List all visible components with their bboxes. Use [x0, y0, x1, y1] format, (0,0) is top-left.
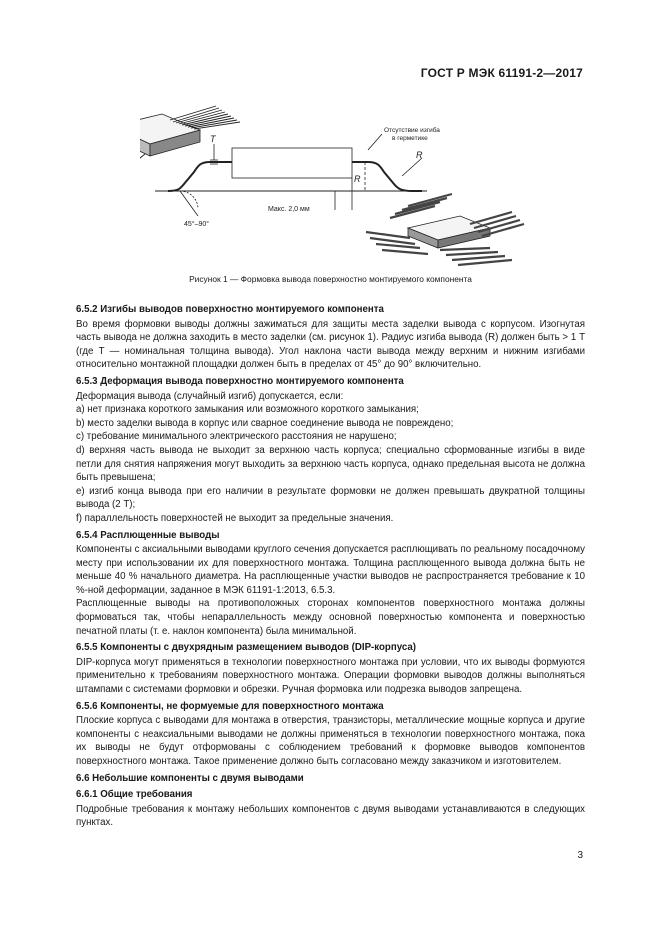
paragraph-6-6-1: Подробные требования к монтажу небольших компонентов с двумя выводами устанавливаются в следующих пунктах.	[76, 803, 585, 829]
figure-caption: Рисунок 1 — Формовка вывода поверхностно монтируемого компонента	[189, 274, 472, 284]
page-number: 3	[577, 850, 583, 861]
body-text	[76, 300, 585, 830]
figure-label-R-top: R	[416, 150, 423, 160]
paragraph-6-5-4-a: Компоненты с аксиальными выводами круглого сечения допускается расплющивать по реальному посадочному месту при использовании их для поверхностного монтажа. Толщина расплющенного вывода должна быть не меньше 40 % начального диаметра. На расплющенные участки выводов не распространяется требование к 10 %-ной деформации, заданное в МЭК 61191-1:2013, 6.5.3.	[76, 544, 585, 596]
list-item-a: a) нет признака короткого замыкания или возможного короткого замыкания;	[76, 404, 419, 416]
figure-label-no-bend-2: в герметике	[392, 135, 428, 142]
figure-label-angle: 45°–90°	[184, 221, 210, 228]
figure-label-T: T	[210, 134, 216, 144]
lead-forming-side-view	[155, 134, 427, 216]
heading-6-5-6: 6.5.6 Компоненты, не формуемые для поверхностного монтажа	[76, 700, 384, 712]
figure-label-max: Макс. 2,0 мм	[268, 206, 310, 213]
figure-label-R-mid: R	[354, 174, 361, 184]
heading-6-5-4: 6.5.4 Расплющенные выводы	[76, 529, 220, 541]
heading-6-5-3: 6.5.3 Деформация вывода поверхностно монтируемого компонента	[76, 375, 404, 387]
flatpack-component-icon	[140, 106, 240, 170]
paragraph-6-5-4-b: Расплющенные выводы на противоположных сторонах компонентов поверхностного монтажа должны формоваться так, чтобы непараллельность между основной поверхностью компонента и поверхностью печатной платы (т. е. наклон компонента) была минимальной.	[76, 598, 585, 637]
list-item-b: b) место заделки вывода в корпус или сварное соединение вывода не повреждено;	[76, 417, 454, 429]
list-item-d: d) верхняя часть вывода не выходит за верхнюю часть корпуса; специально сформованные изгибы в виде петли для снятия напряжения могут выходить за верхнюю часть корпуса, однако предельная высота не должна быть превышена;	[76, 444, 585, 484]
figure-lead-forming	[140, 98, 590, 276]
list-item-f: f) параллельность поверхностей не выходит за предельные значения.	[76, 512, 394, 524]
list-item-c: c) требование минимального электрического расстояния не нарушено;	[76, 431, 397, 443]
heading-6-5-2: 6.5.2 Изгибы выводов поверхностно монтируемого компонента	[76, 304, 384, 315]
paragraph-6-5-5: DIP-корпуса могут применяться в технологии поверхностного монтажа при условии, что их выводы формуются применительно к требованиям поверхностного монтажа. Операции формовки выводов должны выполняться штампами с системами формовки и обрезки. Ручная формовка или подрезка выводов запрещена.	[76, 656, 585, 696]
gullwing-component-icon	[366, 194, 524, 265]
list-item-e: e) изгиб конца вывода при его наличии в результате формовки не должен превышать двукратной толщины вывода (2 T);	[76, 485, 585, 511]
paragraph-6-5-6: Плоские корпуса с выводами для монтажа в отверстия, транзисторы, металлические мощные корпуса и другие компоненты с неаксиальными выводами не должны применяться в технологии поверхностного монтажа, пока их выводы не будут отформованы с соблюдением требований к формовке выводов компонентов поверхностного монтажа. Такое применение должно быть согласовано между заказчиком и изготовителем.	[76, 715, 585, 767]
heading-6-6: 6.6 Небольшие компоненты с двумя выводами	[76, 772, 304, 784]
figure-label-no-bend-1: Отсутствие изгиба	[384, 127, 440, 134]
page-header-standard: ГОСТ Р МЭК 61191-2—2017	[420, 66, 583, 80]
paragraph-6-5-3-intro: Деформация вывода (случайный изгиб) допускается, если:	[76, 390, 344, 402]
heading-6-6-1: 6.6.1 Общие требования	[76, 789, 193, 801]
heading-6-5-5: 6.5.5 Компоненты с двухрядным размещением выводов (DIP-корпуса)	[76, 642, 416, 654]
paragraph-6-5-2: Во время формовки выводы должны зажиматься для защиты места заделки вывода с корпусом. Изогнутая часть вывода не должна заходить в место заделки (см. рисунок 1). Радиус изгиба вывода (R) должен быть > 1 T (где T — номинальная толщина вывода). Угол наклона части вывода между верхним и нижним изгибами относительно монтажной площадки должен быть в пределах от 45° до 90° включительно.	[76, 318, 585, 371]
